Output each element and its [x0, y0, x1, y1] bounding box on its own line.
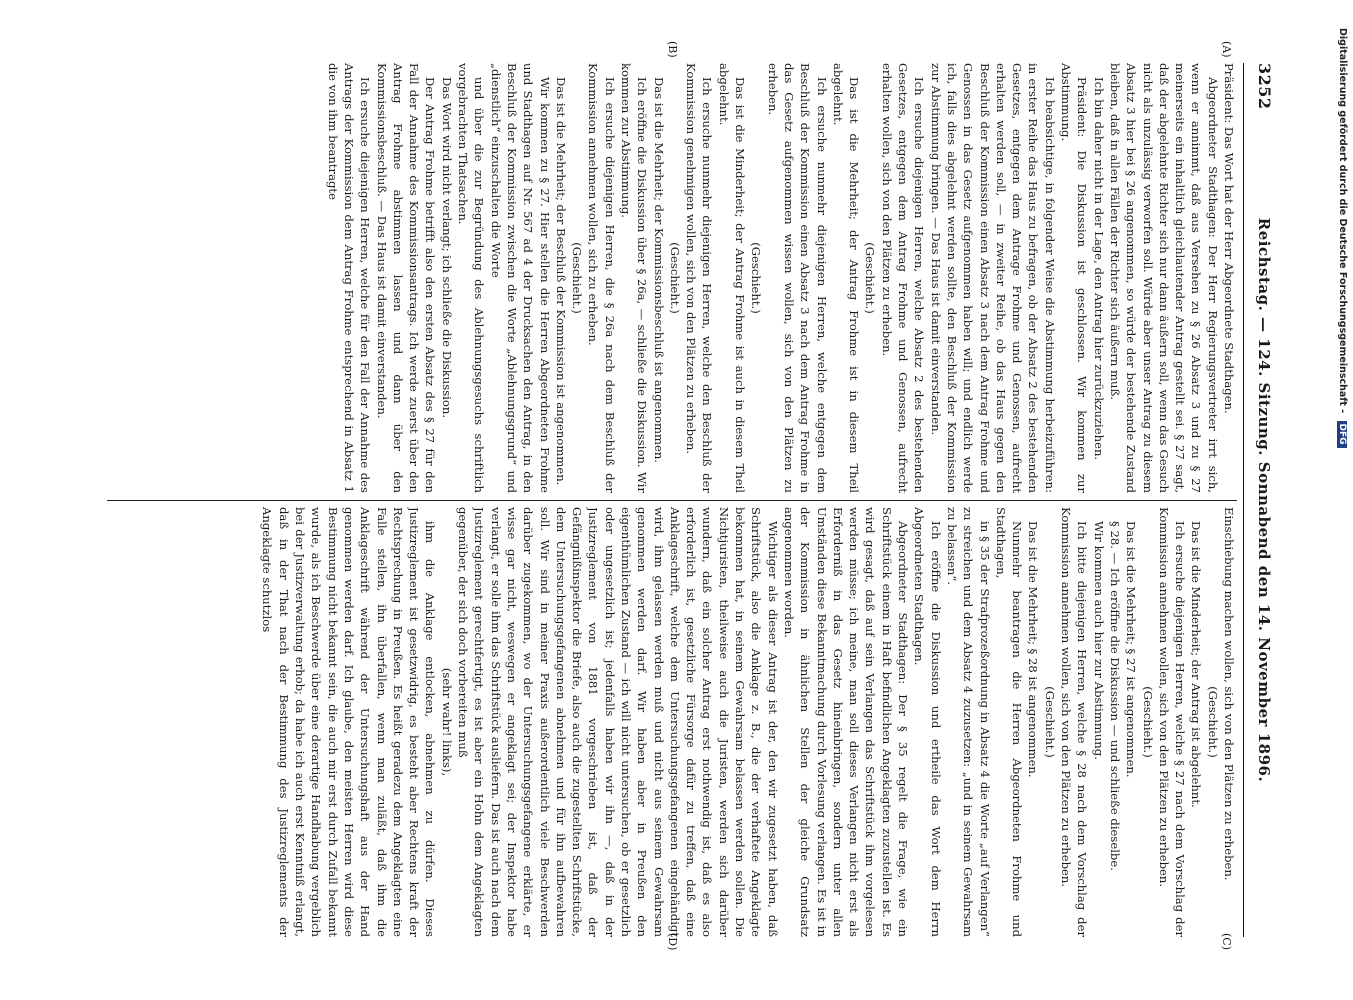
paragraph: Ich ersuche diejenigen Herren, die § 26a nach dem Beschluß der Kommission annehmen wollen, sich zu erheben.: [586, 63, 617, 493]
paragraph: Das ist die Mehrheit; § 27 ist angenommen.: [1124, 521, 1139, 778]
paragraph: Ich eröffne die Diskussion und ertheile das Wort dem Herrn Abgeordneten Stadthagen.: [912, 507, 943, 937]
paragraph: Wir kommen auch hier zur Abstimmung.: [1091, 521, 1106, 760]
paragraph: und über die zur Begründung des Ablehnungsgesuchs schriftlich vorgebrachten Thatsachen.: [456, 63, 487, 493]
margin-mark-b: (B): [666, 41, 679, 58]
paragraph: Ich ersuche diejenigen Herren, welche § 27 nach dem Vorschlag der Kommission annehmen wollen, sich von den Plätzen zu erheben.: [1156, 507, 1188, 937]
page-number: 3252: [1255, 63, 1274, 110]
paragraph: (Geschieht.): [667, 242, 682, 314]
paragraph: (Geschieht.): [1042, 686, 1057, 758]
page-header: [1243, 63, 1282, 937]
paragraph: Präsident: Die Diskussion ist geschlossen. Wir kommen zur Abstimmung.: [1059, 63, 1090, 493]
paragraph: Wir kommen zu § 27. Hier stellen die Herren Abgeordneten Frohme und Stadthagen auf Nr. 567 ad 4 der Drucksachen den Antrag, in den Beschluß der Kommission zwischen die Worte „Ablehnungsgrund“ und „dienstlich“ einzuschalten die Worte: [488, 63, 552, 493]
paragraph: § 28. — Ich eröffne die Diskussion — und schließe dieselbe.: [1107, 521, 1122, 871]
dfg-logo: DFG: [1337, 421, 1347, 448]
paragraph: Abgeordneter Stadthagen: Der § 35 regelt die Frage, wie ein Schriftstück einem in Haft befindlichen Angeklagten zuzustellen ist. Es wird gesagt, daß auf sein Verlangen das Schriftstück ihm vorgelesen werden müsse; ich meine, man soll dieses Verlangen nicht erst als Erforderniß in das Gesetz hineinbringen, sondern unter allen Umständen diese Bekanntmachung durch Vorlesung verlangen. Es ist in der Kommission in ähnlichen Stellen der gleiche Grundsatz angenommen worden.: [781, 507, 911, 937]
paragraph: in § 35 der Strafprozeßordnung in Absatz 4 die Worte „auf Verlangen“ zu streichen und dem Absatz 4 zuzusetzen: „und in seinem Gewahrsam zu belassen“.: [944, 507, 992, 937]
margin-mark-d: (D): [666, 933, 679, 951]
paragraph: Ich bin daher nicht in der Lage, den Antrag hier zurückzuziehen.: [1091, 77, 1106, 461]
paragraph: Wichtiger als dieser Antrag ist der, den wir zugesetzt haben, daß Schriftstück, also die Anklage z. B., die der verhaftete Angeklagte bekommen hat, in seinem Gewahrsam belassen werden sollen. Die Nichtjuristen, theilweise auch die Juristen, werden sich darüber wundern, daß ein solcher Antrag erst nothwendig ist, daß es also erforderlich ist, gesetzliche Fürsorge dafür zu treffen, daß eine Anklageschrift, welche dem Untersuchungsgefangenen eingehändigt wird, ihm gelassen werden muß und nicht aus seinem Gewahrsam genommen werden darf. Wir haben aber in Preußen den eigenthümlichen Zustand — ich will nicht untersuchen, ob er gesetzlich oder ungesetzlich ist; jedenfalls haben wir ihn —, daß in der Justizreglement von 1881 vorgeschrieben ist, daß der Gefängnißinspektor die Briefe, also auch die zugestellten Schriftstücke, dem Untersuchungsgefangenen abnehmen und für ihn aufbewahren soll. Wir sind in meiner Praxis außerordentlich viele Beschwerden darüber zugekommen, wo der Untersuchungsgefangene erklärte, er wisse gar nicht, weswegen er angeklagt sei; der Inspektor habe verlangt, er solle ihm das Schriftstück ausliefern. Das ist auch nach dem Justizreglement gerechtfertigt, es ist aber ein Hohn dem Angeklagten gegenüber, der sich doch vorbereiten muß: [456, 507, 780, 937]
paragraph: Das ist die Mehrheit; der Antrag Frohme ist in diesem Theil abgelehnt.: [830, 63, 862, 493]
paragraph: Das ist die Mehrheit; § 28 ist angenommen.: [1026, 521, 1041, 778]
margin-mark-a: (A): [1220, 41, 1233, 58]
text-columns: [107, 63, 1237, 937]
margin-mark-c: (C): [1220, 933, 1233, 950]
paragraph: Präsident: Das Wort hat der Herr Abgeordnete Stadthagen.: [1222, 63, 1236, 414]
paragraph: Das ist die Minderheit; der Antrag Frohme ist auch in diesem Theil abgelehnt.: [716, 63, 748, 493]
right-column: [117, 507, 1237, 937]
paragraph: Das Wort wird nicht verlangt; ich schließe die Diskussion.: [439, 77, 454, 419]
paragraph: Ich ersuche diejenigen Herren, welche für den Fall der Annahme des Antrags der Kommission dem Antrag Frohme entsprechend in Absatz 1 die von ihm beantragte: [325, 63, 373, 493]
paragraph: Ich beabsichtige, in folgender Weise die Abstimmung herbeizuführen: in erster Reihe das Haus zu befragen, ob der Absatz 2 des bestehenden Gesetzes, entgegen dem Antrage Frohme und Genossen, aufrecht erhalten werden soll, — in zweiter Reihe, ob das Haus gegen den Beschluß der Kommission einen Absatz 3 nach dem Antrag Frohme und Genossen in das Gesetz aufgenommen haben will; und endlich werde ich, falls dies abgelehnt werden sollte, den Beschluß der Kommission zur Abstimmung bringen. — Das Haus ist damit einverstanden.: [928, 63, 1057, 493]
paragraph: Ich ersuche diejenigen Herren, welche Absatz 2 des bestehenden Gesetzes, entgegen dem Antrag Frohme und Genossen, aufrecht erhalten wollen, sich von den Plätzen zu erheben.: [879, 63, 927, 493]
paragraph: (Geschieht.): [570, 242, 585, 314]
left-column: [117, 63, 1237, 493]
paragraph: ihm die Anklage entlocken, abnehmen zu dürfen. Dieses Justizreglement ist gesetzwidrig, es besteht aber Rechtens kraft der Rechtsprechung in Preußen. Es heißt geradezu dem Angeklagten eine Falle stellen, ihn überfallen, wenn man zuläßt, daß ihm die Anklageschrift während der Untersuchungshaft aus der Hand genommen werden darf. Ich glaube, den meisten Herren wird diese Bestimmung nicht bekannt sein, die auch mir erst durch Zufall bekannt wurde, als ich Beschwerde über eine derartige Handhabung vergeblich bei der Justizverwaltung erhob; da habe ich auch erst Kenntniß erlangt, daß in der That nach der Bestimmung des Justizreglements der Angeklagte schutzlos: [260, 507, 438, 937]
paragraph: (Geschieht.): [749, 242, 764, 314]
paragraph: Abgeordneter Stadthagen: Der Herr Regierungsvertreter irrt sich, wenn er annimmt, daß aus Versehen zu § 26 Absatz 3 und zu § 27 meinerseits ein inhaltlich gleichlautender Antrag gestellt sei. § 27 sagt, daß der abgelehnte Richter sich nur dann äußern soll, wenn das Gesuch nicht als unzulässig verworfen soll. Würde aber unser Antrag zu diesem Absatz 3 hier bei § 26 angenommen, so würde der bestehende Zustand bleiben, daß in allen Fällen der Richter sich äußern muß.: [1107, 63, 1220, 493]
document-page: [80, 35, 1290, 965]
column-divider: [107, 500, 1237, 501]
paragraph: Das ist die Mehrheit; der Beschluß der Kommission ist angenommen.: [553, 77, 568, 486]
paragraph: (Geschieht.): [863, 242, 878, 314]
paragraph: Ich ersuche nunmehr diejenigen Herren, welche entgegen dem Beschluß der Kommission einen Absatz 3 nach dem Antrag Frohme in das Gesetz aufgenommen wissen wollen, sich von den Plätzen zu erheben.: [765, 63, 829, 493]
digitization-note: [1330, 28, 1350, 988]
paragraph: Einschiebung machen wollen, sich von den Plätzen zu erheben.: [1222, 507, 1236, 881]
paragraph: Ich bitte diejenigen Herren, welche § 28 nach dem Vorschlag der Kommission annehmen wollen, sich von den Plätzen zu erheben.: [1059, 507, 1090, 937]
digitization-credit: Digitalisierung gefördert durch die Deutsche Forschungsgemeinschaft -: [1337, 28, 1348, 414]
paragraph: Ich eröffne die Diskussion über § 26a, — schließe die Diskussion. Wir kommen zur Abstimmung.: [619, 63, 650, 493]
paragraph: Das ist die Minderheit; der Antrag ist abgelehnt.: [1189, 521, 1204, 808]
paragraph: (Geschieht.): [1140, 686, 1155, 758]
paragraph: (sehr wahr! links),: [439, 667, 454, 777]
paragraph: (Geschieht.): [1205, 686, 1220, 758]
paragraph: Das ist die Mehrheit; der Kommissionsbeschluß ist angenommen.: [651, 77, 666, 463]
paragraph: Ich ersuche nunmehr diejenigen Herren, welche den Beschluß der Kommission genehmigen wollen, sich von den Plätzen zu erheben.: [684, 63, 715, 493]
page-title: Reichstag. — 124. Sitzung. Sonnabend den 14. November 1896.: [1255, 217, 1273, 783]
paragraph: Nunmehr beantragen die Herren Abgeordneten Frohme und Stadthagen,: [993, 507, 1025, 937]
paragraph: Der Antrag Frohme betrifft also den ersten Absatz des § 27 für den Fall der Annahme des Kommissionsantrags. Ich werde zuerst über den Antrag Frohme abstimmen lassen und dann über den Kommissionsbeschluß. — Das Haus ist damit einverstanden.: [374, 63, 438, 493]
